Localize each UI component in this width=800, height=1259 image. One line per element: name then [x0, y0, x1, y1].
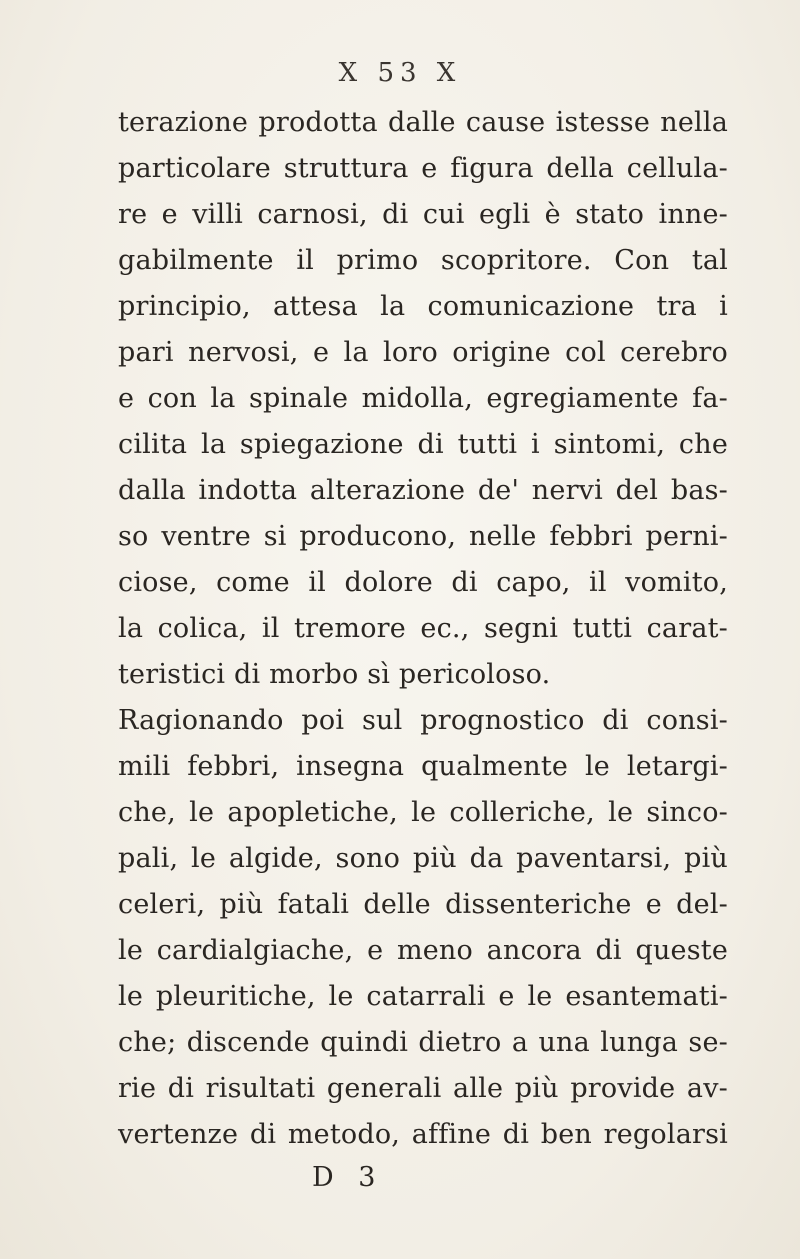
text-line: rie di risultati generali alle più provide av-: [118, 1073, 728, 1104]
text-line: celeri, più fatali delle dissenteriche e del-: [118, 889, 728, 920]
text-line: le pleuritiche, le catarrali e le esantemati-: [118, 981, 728, 1012]
body-text: [118, 100, 728, 1158]
text-line: gabilmente il primo scopritore. Con tal: [118, 245, 728, 276]
text-line: ciose, come il dolore di capo, il vomito,: [118, 567, 728, 598]
running-head: X 53 X: [338, 58, 462, 88]
text-line: dalla indotta alterazione de' nervi del bas-: [118, 475, 728, 506]
text-line: cilita la spiegazione di tutti i sintomi, che: [118, 429, 728, 460]
text-line: che, le apopletiche, le colleriche, le sinco-: [118, 797, 728, 828]
text-line: vertenze di metodo, affine di ben regolarsi: [118, 1119, 728, 1150]
text-line: e con la spinale midolla, egregiamente fa-: [118, 383, 728, 414]
text-line: pali, le algide, sono più da paventarsi, più: [118, 843, 728, 874]
text-line: terazione prodotta dalle cause istesse nella: [118, 107, 728, 138]
text-line: mili febbri, insegna qualmente le letargi-: [118, 751, 728, 782]
text-line: teristici di morbo sì pericoloso.: [118, 659, 551, 690]
text-line: pari nervosi, e la loro origine col cerebro: [118, 337, 728, 368]
text-line: la colica, il tremore ec., segni tutti carat-: [118, 613, 728, 644]
text-line: principio, attesa la comunicazione tra i: [118, 291, 728, 322]
text-line: so ventre si producono, nelle febbri perni-: [118, 521, 728, 552]
text-line: che; discende quindi dietro a una lunga se-: [118, 1027, 728, 1058]
text-line: Ragionando poi sul prognostico di consi-: [118, 705, 728, 736]
text-line: re e villi carnosi, di cui egli è stato inne-: [118, 199, 728, 230]
text-line: particolare struttura e figura della cellula-: [118, 153, 728, 184]
signature-mark: D 3: [312, 1162, 384, 1193]
text-line: le cardialgiache, e meno ancora di queste: [118, 935, 728, 966]
